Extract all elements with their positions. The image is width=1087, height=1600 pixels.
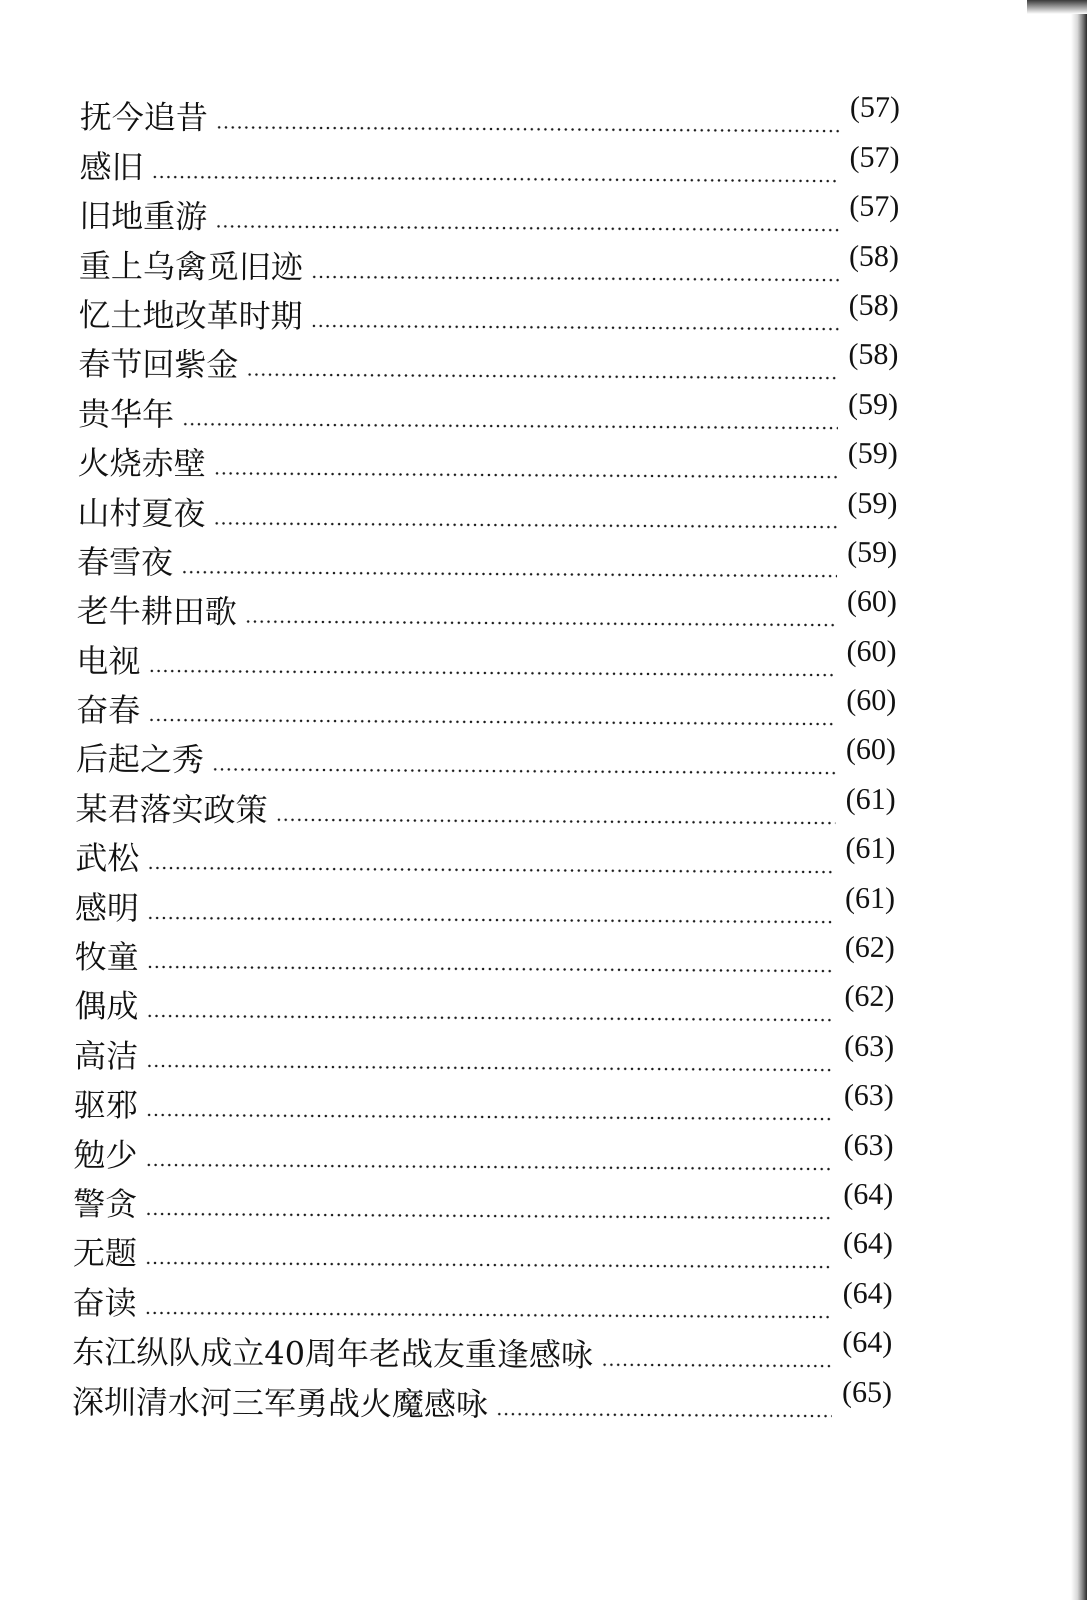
toc-dot-leader bbox=[601, 1363, 832, 1367]
toc-dot-leader bbox=[245, 620, 837, 627]
toc-entry[interactable] bbox=[79, 236, 899, 290]
toc-entry[interactable] bbox=[75, 878, 895, 932]
toc-entry-title: 后起之秀 bbox=[75, 740, 205, 780]
toc-entry[interactable] bbox=[79, 187, 899, 241]
toc-entry[interactable] bbox=[77, 483, 897, 537]
toc-entry-page: (60) bbox=[846, 584, 897, 619]
toc-entry-page: (63) bbox=[843, 1128, 894, 1162]
toc-entry-title: 奋读 bbox=[72, 1283, 137, 1323]
toc-entry-title: 牧童 bbox=[74, 938, 139, 977]
toc-entry-page: (59) bbox=[847, 387, 899, 421]
toc-entry-page: (63) bbox=[844, 1029, 895, 1063]
toc-entry-page: (62) bbox=[844, 930, 895, 965]
toc-entry-title: 重上乌禽觅旧迹 bbox=[78, 246, 304, 286]
toc-entry-page: (59) bbox=[847, 535, 898, 569]
toc-entry-page: (60) bbox=[846, 683, 897, 718]
toc-entry-page: (62) bbox=[844, 980, 895, 1014]
toc-entry-page: (61) bbox=[844, 881, 896, 915]
toc-entry-title: 无题 bbox=[72, 1234, 138, 1273]
toc-entry-title: 高洁 bbox=[73, 1036, 139, 1076]
toc-entry[interactable] bbox=[78, 384, 898, 438]
toc-entry-title: 忆土地改革时期 bbox=[78, 295, 303, 336]
toc-entry[interactable] bbox=[76, 730, 896, 784]
toc-entry[interactable] bbox=[73, 1224, 893, 1278]
toc-entry[interactable] bbox=[75, 779, 895, 833]
toc-entry[interactable] bbox=[73, 1175, 893, 1229]
toc-entry-page: (63) bbox=[843, 1078, 894, 1113]
toc-dot-leader bbox=[147, 916, 835, 923]
toc-entry-title: 深圳清水河三军勇战火魔感咏 bbox=[71, 1382, 489, 1424]
toc-entry-title: 勉少 bbox=[73, 1135, 138, 1174]
toc-entry[interactable] bbox=[79, 137, 899, 191]
toc-entry[interactable] bbox=[77, 533, 897, 587]
toc-entry-page: (64) bbox=[843, 1177, 894, 1211]
toc-entry-page: (60) bbox=[846, 634, 897, 668]
toc-entry-page: (58) bbox=[848, 338, 899, 372]
toc-dot-leader bbox=[145, 1212, 833, 1219]
toc-dot-leader bbox=[276, 818, 836, 824]
toc-entry-page: (64) bbox=[842, 1227, 894, 1261]
toc-dot-leader bbox=[496, 1412, 832, 1417]
toc-entry[interactable] bbox=[76, 681, 896, 735]
toc-entry[interactable] bbox=[77, 582, 897, 636]
toc-entry-page: (57) bbox=[849, 91, 900, 125]
toc-dot-leader bbox=[311, 275, 839, 281]
toc-dot-leader bbox=[212, 768, 836, 775]
toc-entry-title: 老牛耕田歌 bbox=[76, 592, 237, 632]
toc-dot-leader bbox=[215, 225, 839, 232]
toc-entry-title: 感明 bbox=[74, 888, 140, 928]
toc-entry[interactable] bbox=[73, 1125, 893, 1179]
toc-entry-page: (64) bbox=[842, 1276, 893, 1310]
toc-entry-page: (58) bbox=[848, 288, 899, 322]
toc-entry[interactable] bbox=[72, 1323, 892, 1377]
toc-entry[interactable] bbox=[80, 88, 900, 142]
toc-entry-title: 电视 bbox=[76, 641, 141, 681]
toc-entry-title: 春节回紫金 bbox=[78, 345, 239, 385]
toc-dot-leader bbox=[145, 1163, 833, 1170]
toc-entry[interactable] bbox=[78, 335, 898, 389]
toc-entry-page: (59) bbox=[847, 486, 898, 520]
toc-entry-page: (61) bbox=[845, 831, 896, 866]
toc-dot-leader bbox=[148, 669, 836, 676]
toc-entry[interactable] bbox=[72, 1273, 892, 1327]
toc-entry-title: 感旧 bbox=[79, 147, 144, 187]
toc-dot-leader bbox=[145, 1262, 833, 1269]
toc-entry-title: 警贪 bbox=[73, 1184, 138, 1224]
toc-dot-leader bbox=[146, 1064, 834, 1071]
toc-entry-title: 武松 bbox=[75, 839, 140, 878]
toc-entry[interactable] bbox=[78, 286, 898, 340]
toc-entry-title: 奋春 bbox=[76, 691, 141, 730]
scan-corner-shadow bbox=[1027, 0, 1087, 14]
table-of-contents bbox=[72, 88, 900, 1427]
toc-entry-page: (65) bbox=[841, 1375, 893, 1409]
toc-entry-title: 某君落实政策 bbox=[75, 789, 268, 830]
toc-entry-title: 旧地重游 bbox=[79, 197, 208, 236]
toc-entry[interactable] bbox=[78, 434, 898, 488]
toc-entry[interactable] bbox=[74, 1026, 894, 1080]
scan-edge-shadow bbox=[1071, 0, 1087, 1600]
toc-entry[interactable] bbox=[72, 1372, 892, 1426]
toc-entry[interactable] bbox=[74, 1076, 894, 1130]
toc-dot-leader bbox=[147, 867, 835, 874]
toc-entry-title: 抚今追昔 bbox=[79, 98, 208, 138]
toc-entry-page: (60) bbox=[845, 733, 897, 767]
toc-entry-page: (57) bbox=[849, 140, 900, 174]
toc-dot-leader bbox=[213, 521, 837, 528]
toc-entry[interactable] bbox=[74, 977, 894, 1031]
toc-dot-leader bbox=[311, 324, 839, 330]
toc-entry-title: 火烧赤壁 bbox=[77, 444, 206, 483]
toc-entry-page: (57) bbox=[849, 189, 900, 224]
toc-entry-title: 山村夏夜 bbox=[77, 493, 206, 533]
toc-entry-title: 偶成 bbox=[74, 987, 139, 1026]
toc-dot-leader bbox=[146, 1015, 834, 1022]
toc-entry-title: 驱邪 bbox=[73, 1086, 138, 1125]
toc-dot-leader bbox=[147, 965, 835, 972]
toc-entry[interactable] bbox=[75, 928, 895, 982]
toc-entry-title: 贵华年 bbox=[77, 394, 175, 434]
toc-dot-leader bbox=[148, 719, 836, 726]
toc-entry-title: 春雪夜 bbox=[76, 542, 174, 582]
toc-entry[interactable] bbox=[76, 631, 896, 685]
toc-entry-page: (58) bbox=[848, 239, 900, 273]
toc-dot-leader bbox=[181, 571, 837, 578]
toc-dot-leader bbox=[146, 1114, 834, 1121]
toc-entry[interactable] bbox=[75, 829, 895, 883]
toc-entry-page: (61) bbox=[845, 782, 896, 816]
toc-dot-leader bbox=[151, 175, 839, 182]
toc-entry-page: (59) bbox=[847, 436, 898, 471]
toc-entry-page: (64) bbox=[842, 1325, 893, 1360]
toc-dot-leader bbox=[214, 472, 838, 479]
toc-dot-leader bbox=[246, 373, 838, 380]
toc-dot-leader bbox=[216, 126, 840, 133]
toc-dot-leader bbox=[145, 1311, 833, 1318]
toc-entry-title: 东江纵队成立40周年老战友重逢感咏 bbox=[72, 1333, 594, 1375]
toc-dot-leader bbox=[182, 422, 838, 429]
